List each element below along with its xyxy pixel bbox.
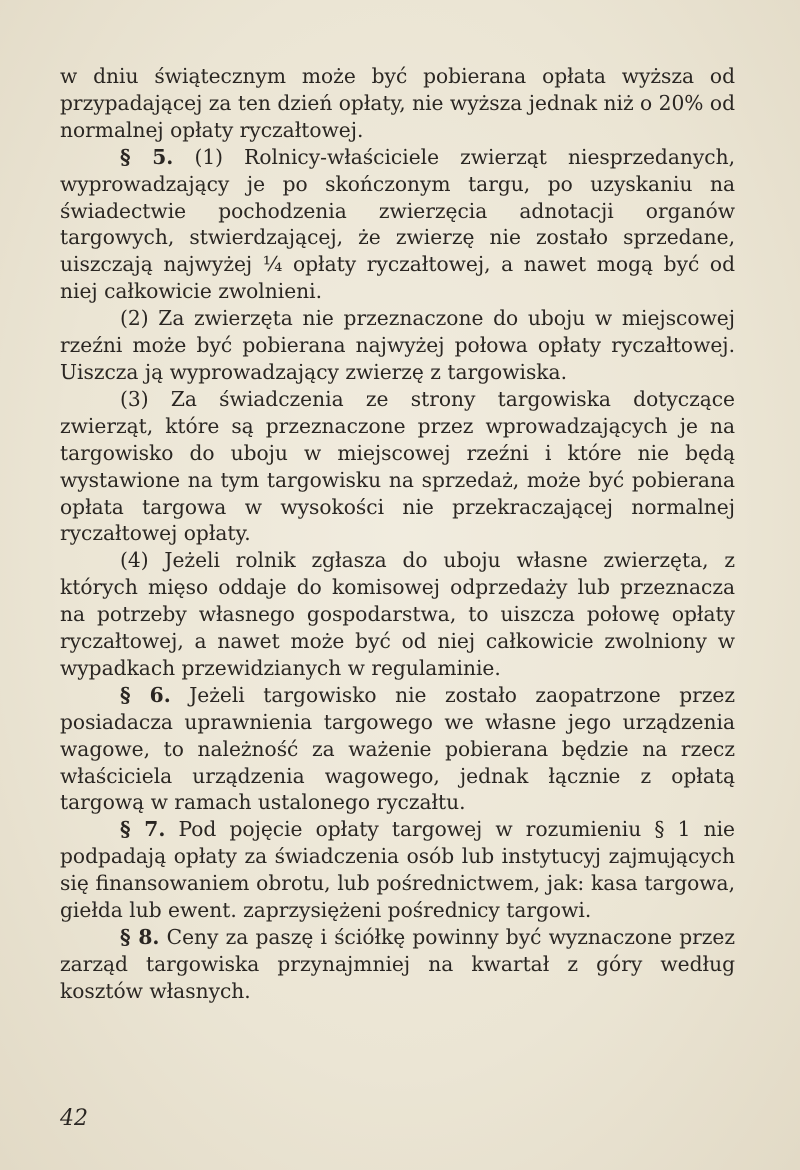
section-marker: § 7.	[120, 817, 166, 842]
paragraph-continuation	[60, 63, 735, 144]
paragraph-text: w dniu świątecznym może być pobierana opłata wyższa od przypadającej za ten dzień opłaty, nie wyższa jednak niż o 20% od normalnej opłaty ryczałtowej.	[60, 64, 735, 142]
paragraph-text: (3) Za świadczenia ze strony targowiska dotyczące zwierząt, które są przeznaczone przez wprowadzających je na targowisko do uboju w miejscowej rzeźni i które nie będą wystawione na tym targowisku na sprzedaż, może być pobierana opłata targowa w wysokości nie przekraczającej normalnej ryczałtowej opłaty.	[60, 386, 735, 546]
section-marker: § 5.	[120, 144, 174, 169]
paragraph-section-5-4	[60, 547, 735, 682]
paragraph-text: Pod pojęcie opłaty targowej w rozumieniu § 1 nie podpadają opłaty za świadczenia osób lub instytucyj zajmujących się finansowaniem obrotu, lub pośrednictwem, jak: kasa targowa, giełda lub ewent. zaprzysiężeni pośrednicy targowi.	[60, 817, 735, 923]
section-marker: § 8.	[120, 925, 160, 949]
paragraph-section-7	[60, 816, 735, 924]
paragraph-text: (4) Jeżeli rolnik zgłasza do uboju własne zwierzęta, z których mięso oddaje do komisowej odprzedaży lub przeznacza na potrzeby własnego gospodarstwa, to uiszcza połowę opłaty ryczałtowej, a nawet może być od niej całkowicie zwolniony w wypadkach przewidzianych w regulaminie.	[60, 548, 735, 680]
paragraph-text: Jeżeli targowisko nie zostało zaopatrzone przez posiadacza uprawnienia targowego we własne jego urządzenia wagowe, to należność za ważenie pobierana będzie na rzecz właściciela urządzenia wagowego, jednak łącznie z opłatą targową w ramach ustalonego ryczałtu.	[60, 682, 735, 815]
paragraph-text: Ceny za paszę i ściółkę powinny być wyznaczone przez zarząd targowiska przynajmniej na kwartał z góry według kosztów własnych.	[60, 925, 735, 1003]
paragraph-section-8	[60, 924, 735, 1005]
paragraph-section-5-1	[60, 144, 735, 305]
page-body	[60, 63, 735, 1005]
paragraph-section-5-3	[60, 386, 735, 547]
page-number: 42	[60, 1106, 88, 1131]
paragraph-text: (2) Za zwierzęta nie przeznaczone do uboju w miejscowej rzeźni może być pobierana najwyżej połowa opłaty ryczałtowej. Uiszcza ją wyprowadzający zwierzę z targowiska.	[60, 306, 735, 384]
section-marker: § 6.	[120, 682, 171, 707]
paragraph-section-5-2	[60, 305, 735, 386]
paragraph-text: (1) Rolnicy-właściciele zwierząt niesprzedanych, wyprowadzający je po skończonym targu, po uzyskaniu na świadectwie pochodzenia zwierzęcia adnotacji organów targowych, stwierdzającej, że zwierzę nie zostało sprzedane, uiszczają najwyżej ¼ opłaty ryczałtowej, a nawet mogą być od niej całkowicie zwolnieni.	[60, 144, 735, 304]
paragraph-section-6	[60, 682, 735, 817]
